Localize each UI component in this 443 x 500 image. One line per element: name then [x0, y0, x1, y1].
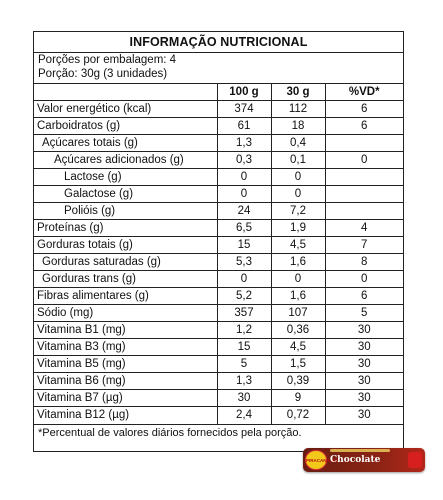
value-30g: 1,6: [271, 254, 325, 271]
value-100g: 1,3: [217, 373, 271, 390]
value-100g: 2,4: [217, 407, 271, 424]
nutrient-name: Vitamina B12 (µg): [34, 407, 217, 424]
value-30g: 0,72: [271, 407, 325, 424]
value-30g: 107: [271, 305, 325, 322]
nutrient-name: Gorduras saturadas (g): [34, 254, 217, 271]
value-100g: 5,3: [217, 254, 271, 271]
brand-logo: PIRACANJUBA: [305, 450, 327, 470]
value-vd: 30: [325, 339, 403, 356]
table-row: [34, 220, 403, 237]
table-row: [34, 390, 403, 407]
servings-per-package: Porções por embalagem: 4: [38, 54, 177, 66]
nutrition-table: [34, 83, 403, 424]
table-row: [34, 373, 403, 390]
value-100g: 374: [217, 101, 271, 118]
table-row: [34, 288, 403, 305]
value-100g: 1,3: [217, 135, 271, 152]
header-nutrient: [34, 84, 217, 101]
serving-size: Porção: 30g (3 unidades): [38, 67, 168, 80]
nutrient-name: Vitamina B3 (mg): [34, 339, 217, 356]
value-vd: [325, 169, 403, 186]
value-30g: 0,39: [271, 373, 325, 390]
value-vd: [325, 203, 403, 220]
footnote: *Percentual de valores diários fornecidos pela porção.: [34, 424, 403, 442]
table-row: [34, 169, 403, 186]
value-vd: 30: [325, 322, 403, 339]
value-30g: 0: [271, 169, 325, 186]
value-vd: 6: [325, 288, 403, 305]
value-vd: [325, 135, 403, 152]
nutrition-facts-label: [33, 31, 404, 452]
value-100g: 6,5: [217, 220, 271, 237]
value-30g: 1,9: [271, 220, 325, 237]
table-row: [34, 254, 403, 271]
nutrient-name: Vitamina B1 (mg): [34, 322, 217, 339]
value-100g: 0: [217, 169, 271, 186]
value-30g: 0: [271, 186, 325, 203]
value-30g: 0,1: [271, 152, 325, 169]
nutrient-name: Polióis (g): [34, 203, 217, 220]
value-vd: 30: [325, 373, 403, 390]
value-vd: 30: [325, 356, 403, 373]
pack-decoration: [330, 449, 390, 452]
value-100g: 15: [217, 339, 271, 356]
value-100g: 5: [217, 356, 271, 373]
table-row: [34, 407, 403, 424]
nutrient-name: Proteínas (g): [34, 220, 217, 237]
value-vd: 30: [325, 390, 403, 407]
value-30g: 4,5: [271, 237, 325, 254]
nutrient-name: Fibras alimentares (g): [34, 288, 217, 305]
value-30g: 0: [271, 271, 325, 288]
value-30g: 9: [271, 390, 325, 407]
nutrient-name: Valor energético (kcal): [34, 101, 217, 118]
value-vd: 8: [325, 254, 403, 271]
table-header-row: [34, 84, 403, 101]
value-30g: 0,4: [271, 135, 325, 152]
value-100g: 61: [217, 118, 271, 135]
nutrient-name: Lactose (g): [34, 169, 217, 186]
value-30g: 7,2: [271, 203, 325, 220]
value-100g: 15: [217, 237, 271, 254]
table-row: [34, 186, 403, 203]
table-row: [34, 271, 403, 288]
value-100g: 1,2: [217, 322, 271, 339]
value-100g: 30: [217, 390, 271, 407]
value-30g: 0,36: [271, 322, 325, 339]
table-row: [34, 152, 403, 169]
header-vd: %VD*: [325, 84, 403, 101]
nutrient-name: Vitamina B7 (µg): [34, 390, 217, 407]
nutrient-name: Vitamina B6 (mg): [34, 373, 217, 390]
table-row: [34, 203, 403, 220]
value-vd: 0: [325, 152, 403, 169]
value-vd: 7: [325, 237, 403, 254]
nutrient-name: Carboidratos (g): [34, 118, 217, 135]
value-30g: 18: [271, 118, 325, 135]
table-row: [34, 101, 403, 118]
value-30g: 1,5: [271, 356, 325, 373]
value-100g: 0: [217, 186, 271, 203]
nutrient-name: Vitamina B5 (mg): [34, 356, 217, 373]
table-row: [34, 118, 403, 135]
value-100g: 0,3: [217, 152, 271, 169]
value-vd: 5: [325, 305, 403, 322]
table-row: [34, 356, 403, 373]
value-vd: [325, 186, 403, 203]
value-30g: 4,5: [271, 339, 325, 356]
table-row: [34, 237, 403, 254]
header-30g: 30 g: [271, 84, 325, 101]
table-row: [34, 339, 403, 356]
serving-info: [34, 53, 403, 83]
nutrient-name: Gorduras totais (g): [34, 237, 217, 254]
value-100g: 357: [217, 305, 271, 322]
value-30g: 112: [271, 101, 325, 118]
value-100g: 5,2: [217, 288, 271, 305]
nutrient-name: Gorduras trans (g): [34, 271, 217, 288]
nutrient-name: Açúcares totais (g): [34, 135, 217, 152]
value-100g: 24: [217, 203, 271, 220]
value-100g: 0: [217, 271, 271, 288]
value-30g: 1,6: [271, 288, 325, 305]
pack-badge-icon: [408, 452, 422, 468]
value-vd: 0: [325, 271, 403, 288]
product-package-image: [303, 448, 425, 472]
product-name: Chocolate: [330, 455, 381, 465]
nutrient-name: Açúcares adicionados (g): [34, 152, 217, 169]
label-title: INFORMAÇÃO NUTRICIONAL: [34, 32, 403, 53]
table-row: [34, 135, 403, 152]
value-vd: 30: [325, 407, 403, 424]
value-vd: 6: [325, 118, 403, 135]
table-row: [34, 305, 403, 322]
nutrient-name: Galactose (g): [34, 186, 217, 203]
table-row: [34, 322, 403, 339]
value-vd: 6: [325, 101, 403, 118]
nutrient-name: Sódio (mg): [34, 305, 217, 322]
value-vd: 4: [325, 220, 403, 237]
header-100g: 100 g: [217, 84, 271, 101]
